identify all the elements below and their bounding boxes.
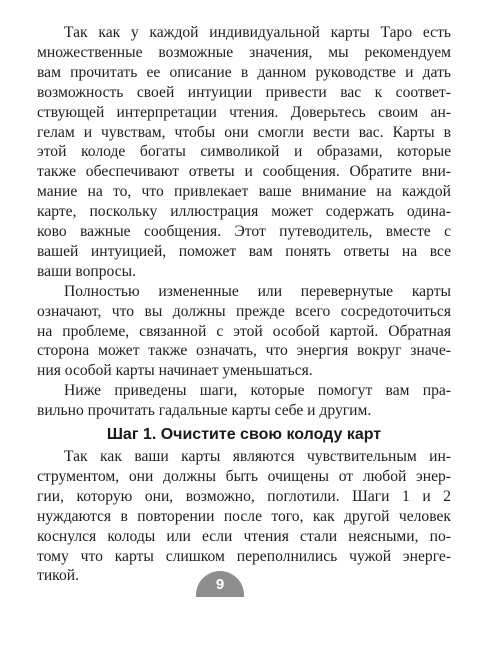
paragraph-1-line: множественные возможные значения, мы рекомендуем — [37, 44, 451, 61]
paragraph-4-line: Так как ваши карты являются чувствительным ин- — [64, 448, 451, 465]
paragraph-1-line: мание на то, что привлекает ваше внимание на каждой — [37, 183, 451, 200]
paragraph-4-line: тикой. — [37, 567, 79, 584]
section-heading: Шаг 1. Очистите свою колоду карт — [106, 426, 382, 443]
page-number: 9 — [215, 576, 225, 593]
paragraph-2-line: на проблеме, связанной с этой особой картой. Обратная — [37, 323, 451, 340]
paragraph-1-line: карте, поскольку иллюстрация может содержать одина- — [37, 203, 451, 220]
paragraph-4-line: тому что карты слишком переполнились чужой энерге- — [37, 548, 451, 565]
paragraph-4-line: нуждаются в повторении после того, как другой человек — [37, 508, 451, 525]
paragraph-2-line: Полностью измененные или перевернутые карты — [64, 283, 451, 300]
paragraph-1-line: ствующей интерпретации чтения. Доверьтесь своим ан- — [37, 104, 451, 121]
paragraph-1-line: ково важные сообщения. Этот путеводитель, вместе с — [37, 223, 451, 240]
paragraph-4-line: гии, которую они, возможно, поглотили. Шаги 1 и 2 — [37, 488, 451, 505]
paragraph-1-line: возможность своей интуиции привести вас к соответ- — [37, 84, 451, 101]
paragraph-1-line: вашей интуицией, поможет вам понять ответы на все — [37, 243, 451, 260]
paragraph-1-line: также обеспечивают ответы и сообщения. Обратите вни- — [37, 163, 451, 180]
paragraph-2-line: сторона может также означать, что энергия вокруг значе- — [37, 342, 451, 359]
paragraph-1-line: гелам и чувствам, чтобы они смогли вести вас. Карты в — [37, 124, 451, 141]
paragraph-3-line: вильно прочитать гадальные карты себе и другим. — [37, 402, 372, 419]
paragraph-2-line: ния особой карты начинает уменьшаться. — [37, 362, 313, 379]
paragraph-1-line: этой колоде богаты символикой и образами, которые — [37, 143, 451, 160]
paragraph-1-line: вам прочитать ее описание в данном руководстве и дать — [37, 64, 451, 81]
paragraph-4-line: коснулся колоды или если чтения стали неясными, по- — [37, 528, 451, 545]
paragraph-3-line: Ниже приведены шаги, которые помогут вам пра- — [64, 382, 451, 399]
paragraph-1-line: ваши вопросы. — [37, 263, 137, 280]
paragraph-4-line: струментом, они должны быть очищены от любой энер- — [37, 468, 451, 485]
paragraph-1-line: Так как у каждой индивидуальной карты Таро есть — [64, 24, 451, 41]
paragraph-2-line: означают, что вы должны прежде всего сосредоточиться — [37, 303, 451, 320]
